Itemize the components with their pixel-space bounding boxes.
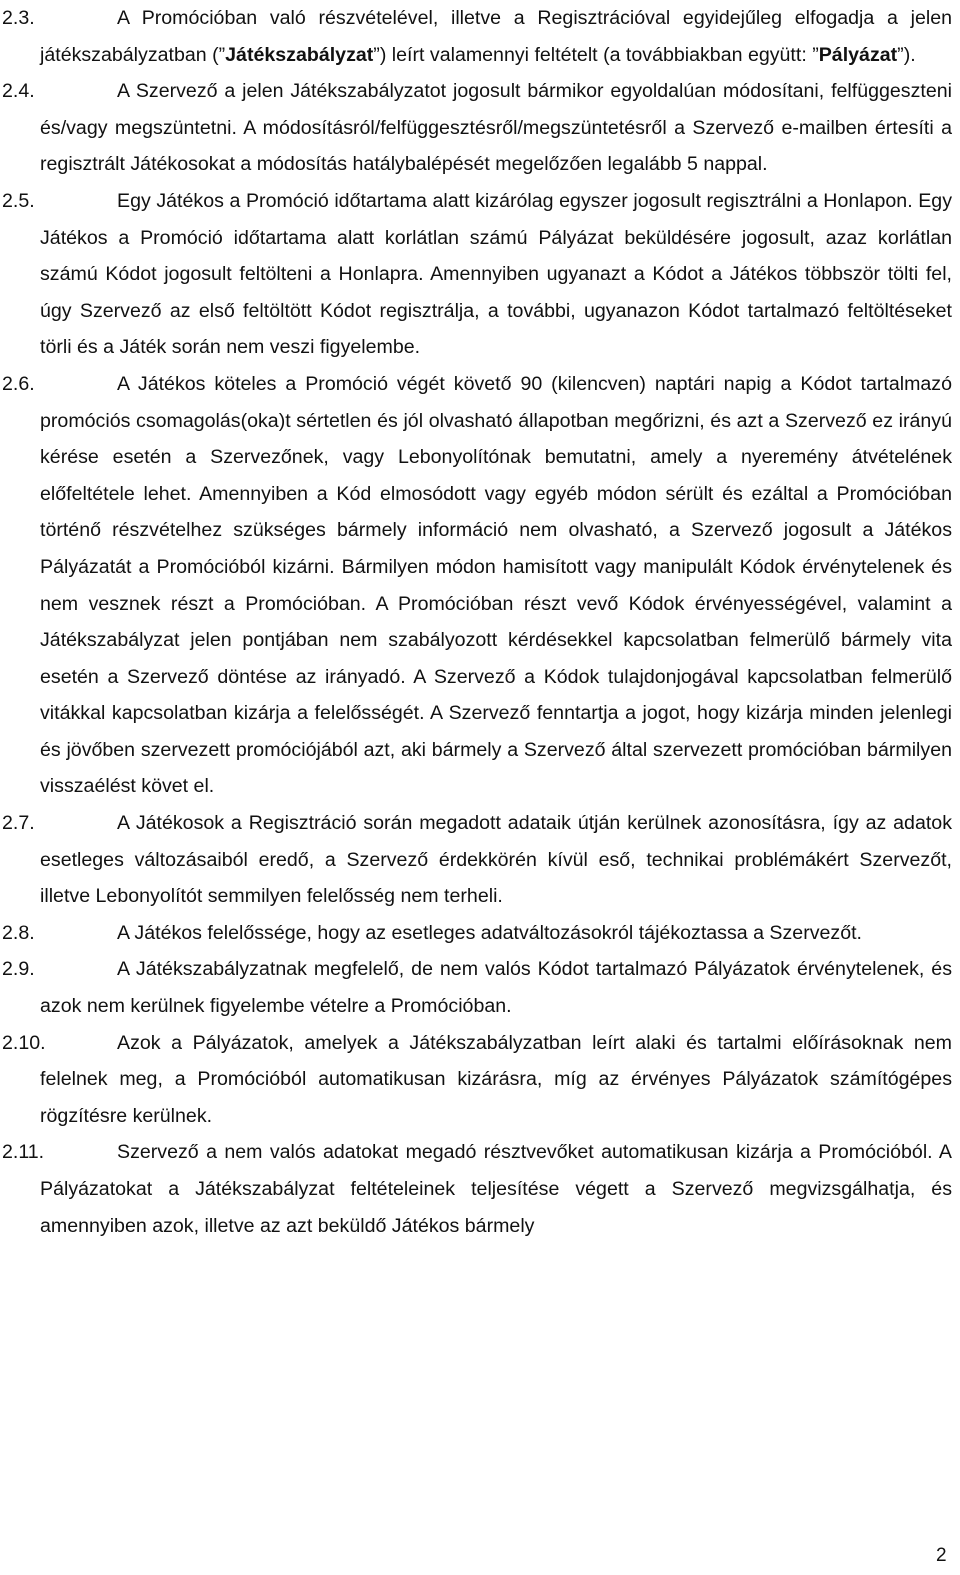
section-number: 2.4. bbox=[2, 80, 35, 103]
text-segment: ”) leírt valamennyi feltételt (a továbbiakban együtt: ” bbox=[373, 43, 819, 66]
section-number: 2.7. bbox=[2, 812, 35, 835]
section-text bbox=[40, 183, 952, 366]
text-segment: A Játékszabályzatnak megfelelő, de nem valós Kódot tartalmazó Pályázatok érvénytelenek, és azok nem kerülnek figyelembe vételre a Promócióban. bbox=[40, 958, 952, 1018]
section-2-8 bbox=[0, 915, 952, 952]
section-text bbox=[40, 1134, 952, 1244]
section-number: 2.11. bbox=[2, 1141, 45, 1164]
section-2-6 bbox=[0, 366, 952, 805]
section-2-3 bbox=[0, 0, 952, 73]
text-segment: Egy Játékos a Promóció időtartama alatt kizárólag egyszer jogosult regisztrálni a Honlapon. Egy Játékos a Promóció időtartama alatt korlátlan számú Pályázat beküldésére jogosult, azaz korlátlan számú Kódot jogosult feltölteni a Honlapra. Amennyiben ugyanazt a Kódot a Játékos többször tölti fel, úgy Szervező az első feltöltött Kódot regisztrálja, a további, ugyanazon Kódot tartalmazó feltöltéseket törli és a Játék során nem veszi figyelembe. bbox=[40, 189, 952, 359]
text-segment: Azok a Pályázatok, amelyek a Játékszabályzatban leírt alaki és tartalmi előírásoknak nem felelnek meg, a Promócióból automatikusan kizárásra, míg az érvényes Pályázatok számítógépes rögzítésre kerülnek. bbox=[40, 1031, 952, 1127]
section-text bbox=[40, 951, 952, 1024]
text-segment: ”). bbox=[897, 43, 916, 66]
section-text bbox=[40, 0, 952, 73]
section-text bbox=[40, 1025, 952, 1135]
section-number: 2.3. bbox=[2, 7, 35, 29]
section-2-5 bbox=[0, 183, 952, 366]
text-segment: Szervező a nem valós adatokat megadó résztvevőket automatikusan kizárja a Promócióból. A Pályázatokat a Játékszabályzat feltételeinek teljesítése végett a Szervező megvizsgálhatja, és amennyiben azok, illetve az azt beküldő Játékos bármely bbox=[40, 1141, 952, 1237]
text-segment: A Játékosok a Regisztráció során megadott adataik útján kerülnek azonosításra, így az adatok esetleges változásaiból eredő, a Szervező érdekkörén kívül eső, technikai problémákért Szervezőt, illetve Lebonyolítót semmilyen felelősség nem terheli. bbox=[40, 812, 952, 908]
section-number: 2.6. bbox=[2, 372, 35, 395]
section-number: 2.5. bbox=[2, 189, 35, 212]
section-2-10 bbox=[0, 1025, 952, 1135]
section-text bbox=[40, 915, 952, 952]
text-segment: A Promócióban való részvételével, illetve a Regisztrációval egyidejűleg elfogadja a jelen játékszabályzatban (” bbox=[40, 7, 952, 66]
section-number: 2.10. bbox=[2, 1031, 46, 1054]
text-segment: A Szervező a jelen Játékszabályzatot jogosult bármikor egyoldalúan módosítani, felfüggeszteni és/vagy megszüntetni. A módosításról/felfüggesztésről/megszüntetésről a Szervező e-mailben értesíti a regisztrált Játékosokat a módosítás hatálybalépését megelőzően legalább 5 nappal. bbox=[40, 80, 952, 176]
text-segment: A Játékos köteles a Promóció végét követő 90 (kilencven) naptári napig a Kódot tartalmazó promóciós csomagolás(oka)t sértetlen és jól olvasható állapotban megőrizni, és azt a Szervező ez irányú kérése esetén a Szervezőnek, vagy Lebonyolítónak bemutatni, amely a nyeremény átvételének előfeltétele lehet. Amennyiben a Kód elmosódott vagy egyéb módon sérült és ezáltal a Promócióban történő részvételhez szükséges bármely információ nem olvasható, a Szervező jogosult a Játékos Pályázatát a Promócióból kizárni. Bármilyen módon hamisított vagy manipulált Kódok érvénytelenek és nem vesznek részt a Promócióban. A Promócióban részt vevő Kódok érvényességével, valamint a Játékszabályzat jelen pontjában nem szabályozott kérdésekkel kapcsolatban felmerülő bármely vita esetén a Szervező döntése az irányadó. A Szervező a Kódok tulajdonjogával kapcsolatban felmerülő vitákkal kapcsolatban kizárja a felelősségét. A Szervező fenntartja a jogot, hogy kizárja minden jelenlegi és jövőben szervezett promóciójából azt, aki bármely a Szervező által szervezett promócióban bármilyen visszaélést követ el. bbox=[40, 372, 952, 798]
section-2-9 bbox=[0, 951, 952, 1024]
section-number: 2.8. bbox=[2, 921, 35, 944]
section-text bbox=[40, 366, 952, 805]
defined-term: Játékszabályzat bbox=[225, 43, 374, 66]
section-text bbox=[40, 73, 952, 183]
section-text bbox=[40, 805, 952, 915]
section-2-4 bbox=[0, 73, 952, 183]
section-2-11 bbox=[0, 1134, 952, 1244]
section-2-7 bbox=[0, 805, 952, 915]
defined-term: Pályázat bbox=[818, 43, 898, 66]
page-number: 2 bbox=[936, 1545, 947, 1566]
text-segment: A Játékos felelőssége, hogy az esetleges adatváltozásokról tájékoztassa a Szervezőt. bbox=[117, 921, 862, 944]
section-number: 2.9. bbox=[2, 958, 35, 981]
